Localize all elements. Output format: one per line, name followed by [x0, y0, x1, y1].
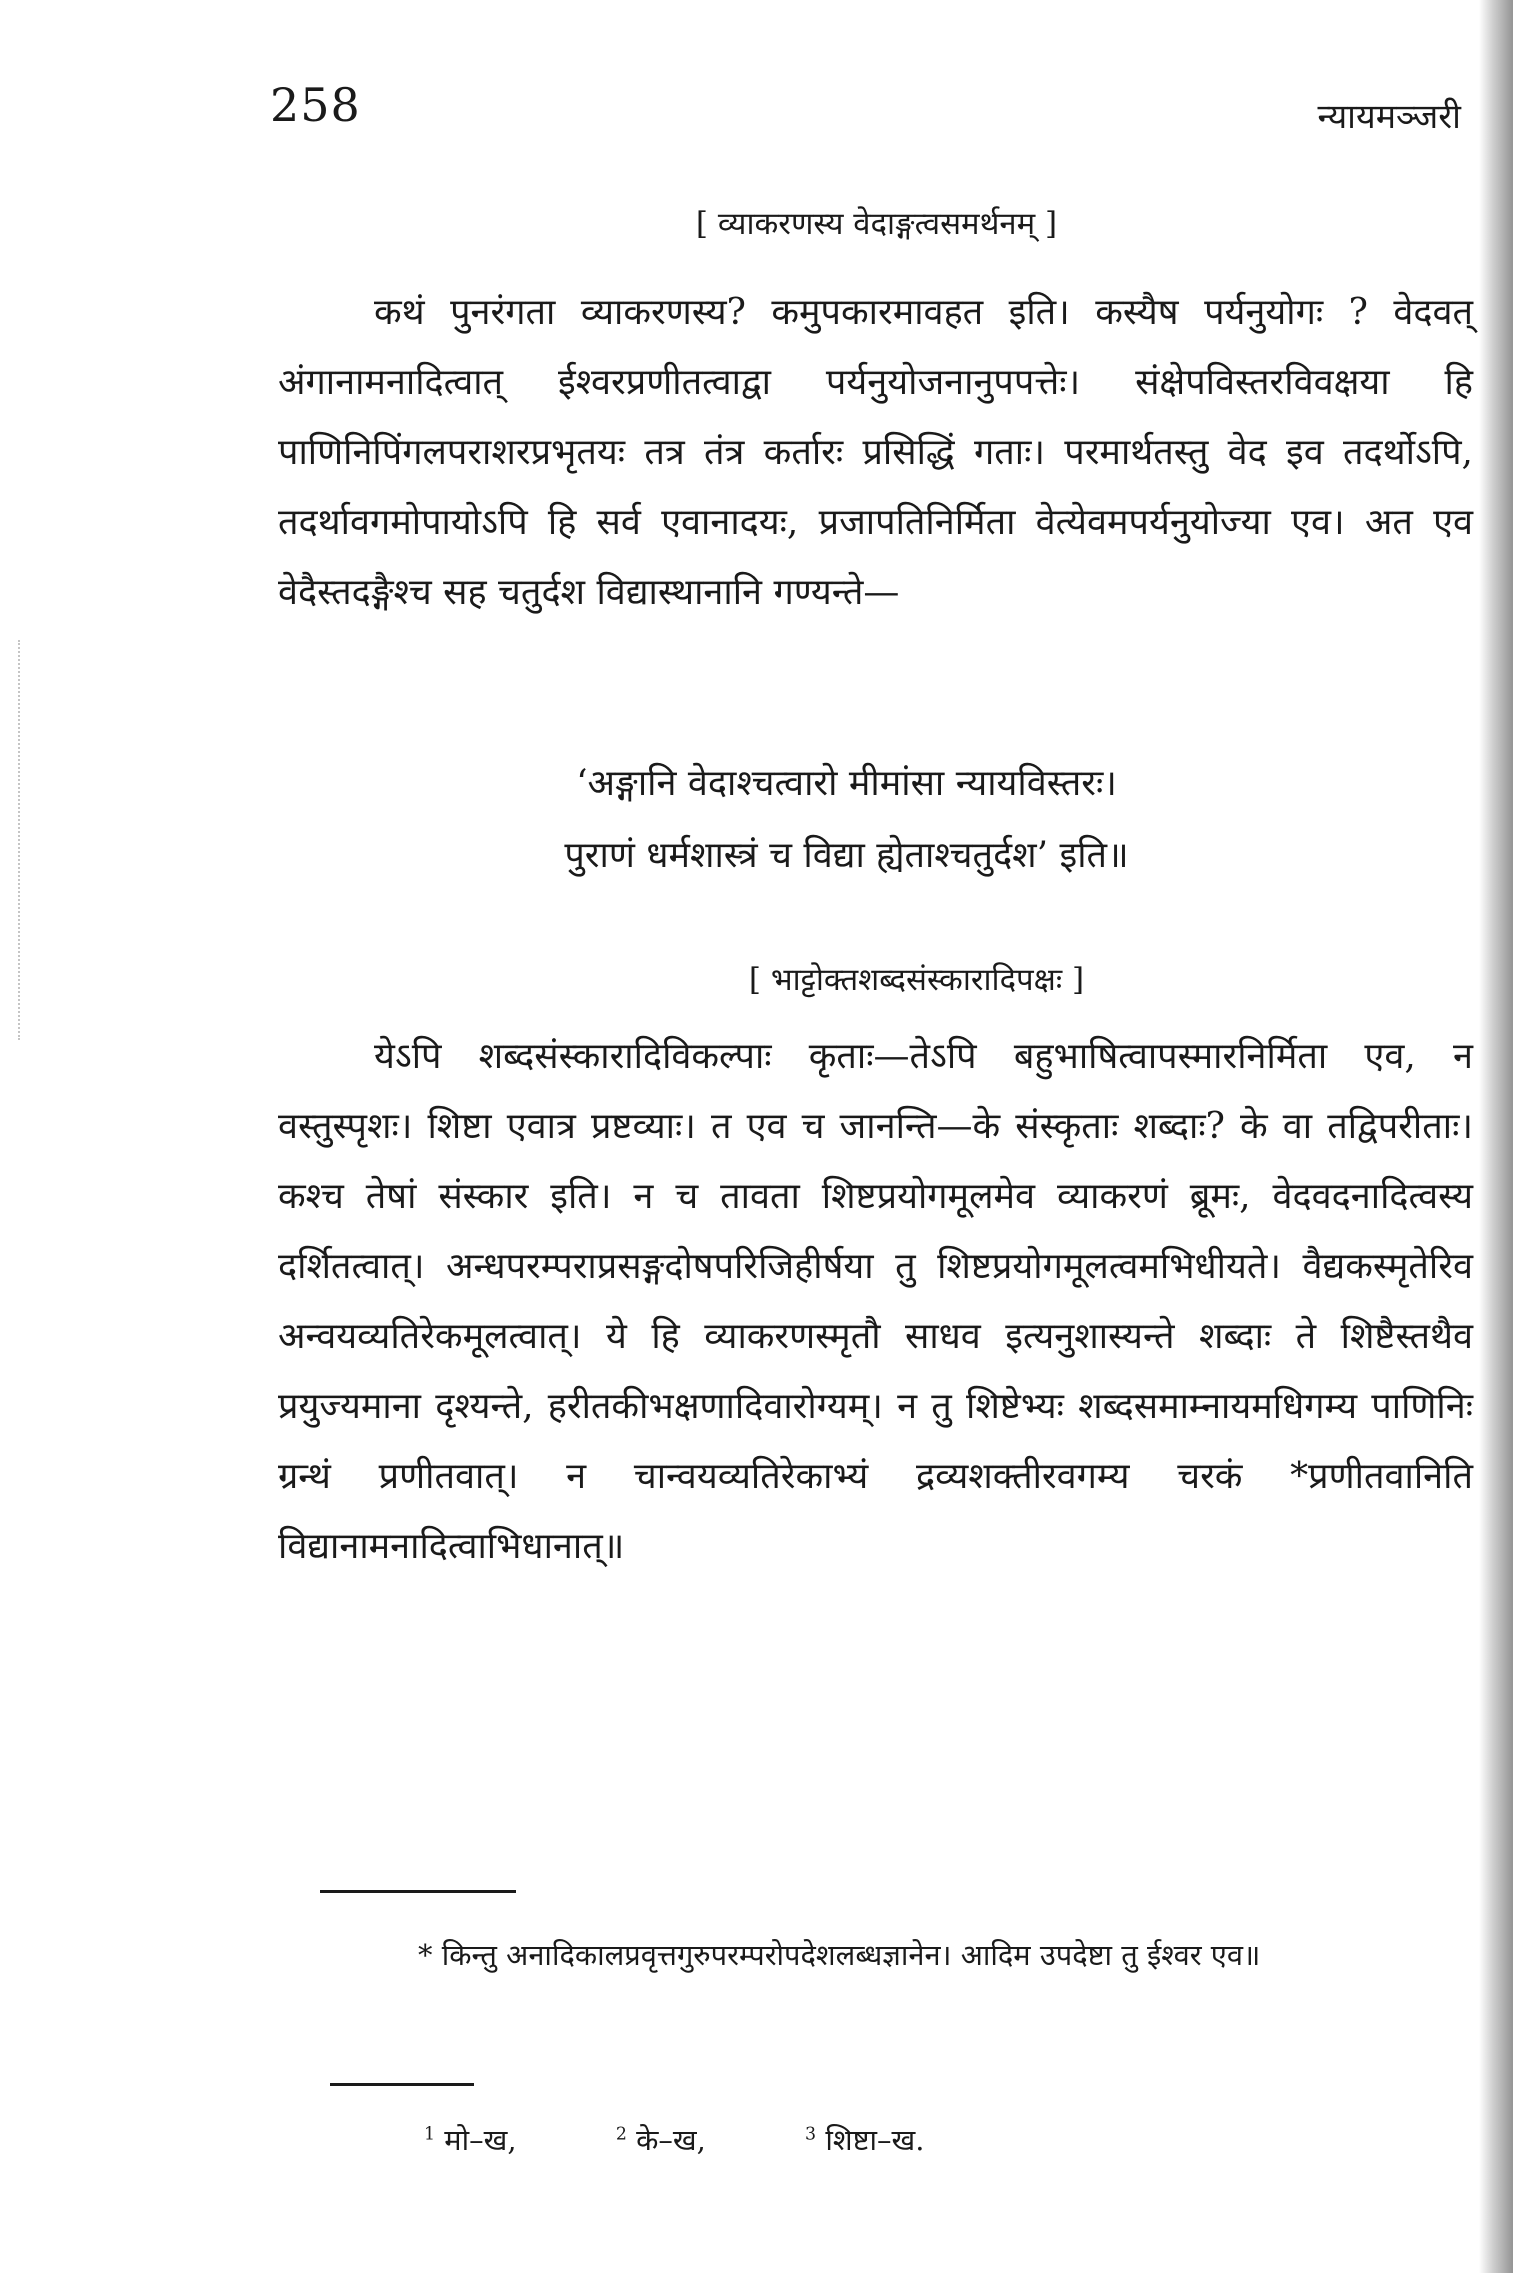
running-head: न्यायमञ्जरी	[1317, 97, 1461, 137]
page-number: 258	[270, 78, 361, 132]
margin-specks	[18, 640, 34, 1040]
paragraph-bhatta: येऽपि शब्दसंस्कारादिविकल्पाः कृताः—तेऽपि बहुभाषित्वापस्मारनिर्मिता एव, न वस्तुस्पृशः। शिष्टा एवात्र प्रष्टव्याः। त एव च जानन्ति—के संस्कृताः शब्दाः? के वा तद्विपरीताः। कश्च तेषां संस्कार इति। न च तावता शिष्टप्रयोगमूलमेव व्याकरणं ब्रूमः, वेदवदनादित्वस्य दर्शितत्वात्। अन्धपरम्पराप्रसङ्गदोषपरिजिहीर्षया तु शिष्टप्रयोगमूलत्वमभिधीयते। वैद्यकस्मृतेरिव अन्वयव्यतिरेकमूलत्वात्। ये हि व्याकरणस्मृतौ साधव इत्यनुशास्यन्ते शब्दाः ते शिष्टैस्तथैव प्रयुज्यमाना दृश्यन्ते, हरीतकीभक्षणादिवारोग्यम्। न तु शिष्टेभ्यः शब्दसमाम्नायमधिगम्य पाणिनिः ग्रन्थं प्रणीतवात्। न चान्वयव्यतिरेकाभ्यं द्रव्यशक्तीरवगम्य चरकं *प्रणीतवानिति विद्यानामनादित्वाभिधानात्॥	[278, 1036, 1473, 1567]
variant-reading-2	[616, 2123, 706, 2157]
verse-line-1: ‘अङ्गानि वेदाश्चत्वारो मीमांसा न्यायविस्तरः।	[576, 763, 1117, 804]
variant-text-1: मो–ख,	[444, 2123, 517, 2157]
variant-reading-1	[424, 2123, 517, 2157]
variant-mark-3: 3	[805, 2124, 817, 2145]
page-edge-shadow	[1479, 0, 1513, 2273]
verse-quote	[90, 748, 1513, 892]
footnote-divider	[320, 1890, 516, 1893]
variant-text-2: के–ख,	[636, 2123, 706, 2157]
footnote-star: * किन्तु अनादिकालप्रवृत्तगुरुपरम्परोपदेशलब्धज्ञानेन। आदिम उपदेष्टा तु ईश्वर एव॥	[418, 1938, 1261, 1972]
verse-line-2: पुराणं धर्मशास्त्रं च विद्या ह्येताश्चतुर्दश’ इति॥	[564, 835, 1129, 876]
variant-readings	[424, 2120, 1014, 2159]
variant-reading-3	[805, 2123, 924, 2157]
variant-text-3: शिष्टा–ख.	[825, 2123, 925, 2157]
section-heading-bhatta: [ भाट्टोक्तशब्दसंस्कारादिपक्षः ]	[748, 962, 1085, 998]
paragraph-vyakarana: कथं पुनरंगता व्याकरणस्य? कमुपकारमावहत इति। कस्यैष पर्यनुयोगः ? वेदवत् अंगानामनादित्वात् ईश्वरप्रणीतत्वाद्वा पर्यनुयोजनानुपपत्तेः। संक्षेपविस्तरविवक्षया हि पाणिनिपिंगलपराशरप्रभृतयः तत्र तंत्र कर्तारः प्रसिद्धिं गताः। परमार्थतस्तु वेद इव तदर्थोऽपि, तदर्थावगमोपायोऽपि हि सर्व एवानादयः, प्रजापतिनिर्मिता वेत्येवमपर्यनुयोज्या एव। अत एव वेदैस्तदङ्गैश्च सह चतुर्दश विद्यास्थानानि गण्यन्ते—	[278, 292, 1473, 613]
section-heading-vyakarana: [ व्याकरणस्य वेदाङ्गत्वसमर्थनम् ]	[695, 206, 1058, 242]
variant-mark-1: 1	[424, 2124, 436, 2145]
variant-mark-2: 2	[615, 2124, 627, 2145]
variants-divider	[330, 2083, 474, 2086]
